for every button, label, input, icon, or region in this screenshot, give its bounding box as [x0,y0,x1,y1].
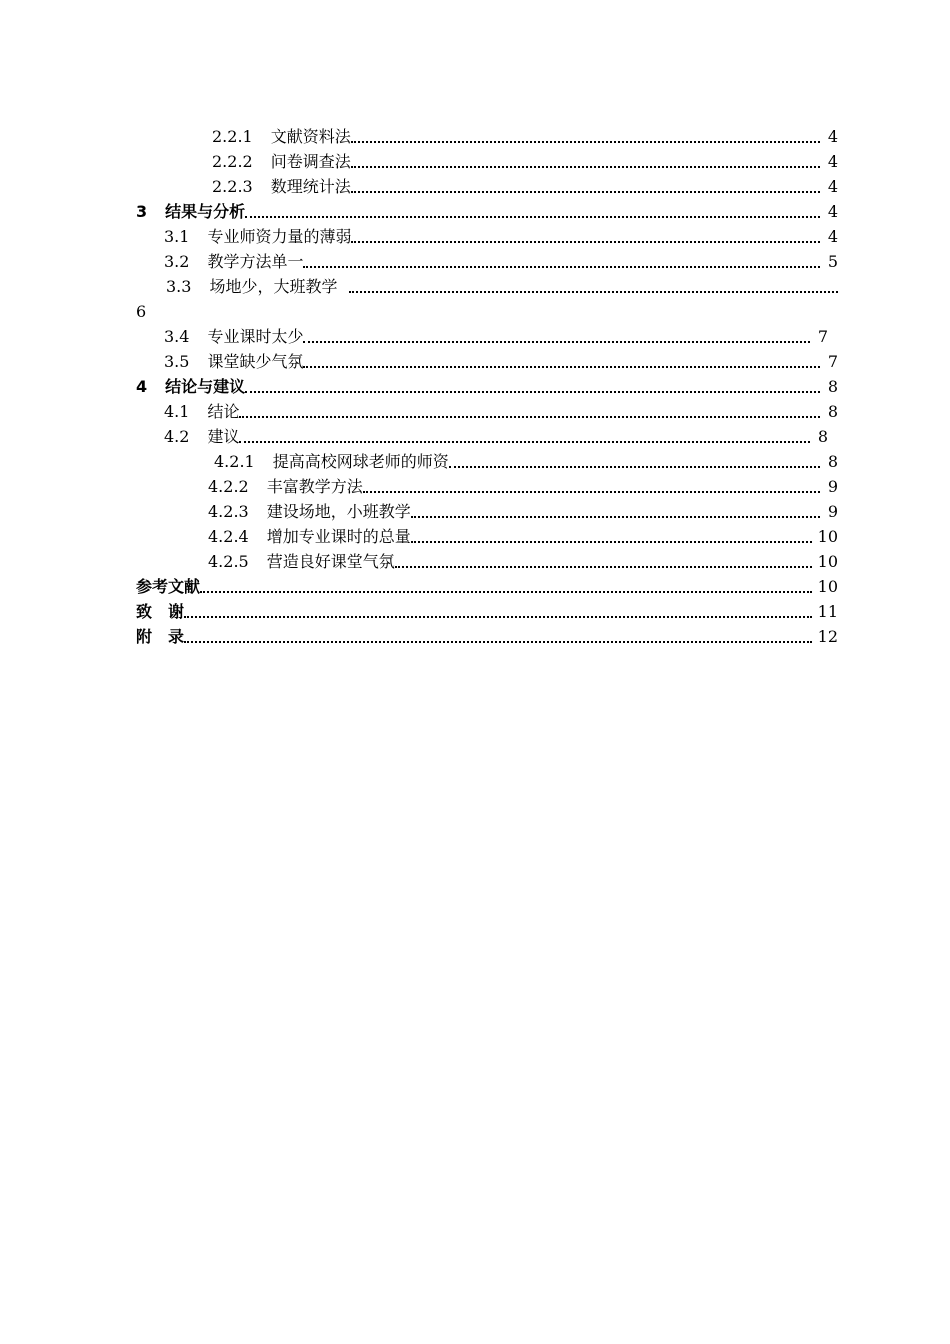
toc-entry-3-2[interactable] [164,249,838,274]
toc-title: 建设场地，小班教学 [266,502,411,521]
toc-leader-dots [184,624,812,649]
toc-title: 文献资料法 [270,127,351,146]
toc-leader-dots [239,424,810,449]
toc-page-number: 4 [827,202,838,221]
toc-title: 专业师资力量的薄弱 [207,227,352,246]
toc-leader-dots [303,349,820,374]
toc-page-number: 12 [817,627,838,646]
toc-page-number: 4 [827,152,838,171]
toc-title: 增加专业课时的总量 [266,527,411,546]
toc-page-number: 11 [817,602,838,621]
toc-leader-dots [184,599,812,624]
toc-entry-4[interactable] [136,374,838,399]
toc-entry-references[interactable] [136,574,838,599]
toc-number: 3.5 [164,352,190,371]
toc-number: 3.4 [164,327,190,346]
toc-leader-dots [245,199,820,224]
toc-number: 2.2.2 [212,152,253,171]
toc-number: 3 [136,202,148,221]
toc-leader-dots [351,124,820,149]
toc-entry-4-2[interactable] [164,424,828,449]
toc-number: 3.3 [166,277,192,296]
toc-leader-dots [411,499,820,524]
toc-leader-dots [349,274,838,299]
toc-title: 数理统计法 [270,177,351,196]
toc-title: 建议 [207,427,240,446]
toc-title: 结果与分析 [165,202,246,221]
toc-leader-dots [351,224,820,249]
toc-entry-4-1[interactable] [164,399,838,424]
toc-title: 致 谢 [136,602,185,621]
toc-leader-dots [303,249,820,274]
toc-leader-dots [395,549,812,574]
toc-page-number: 7 [827,352,838,371]
toc-title: 结论 [207,402,240,421]
toc-title: 营造良好课堂气氛 [266,552,395,571]
toc-page-number: 9 [827,502,838,521]
toc-page-number: 4 [827,227,838,246]
toc-page-number: 5 [827,252,838,271]
toc-entry-3-5[interactable] [164,349,838,374]
toc-page-number: 10 [817,527,838,546]
toc-leader-dots [449,449,820,474]
toc-number: 4.2.3 [208,502,249,521]
toc-leader-dots [411,524,812,549]
toc-entry-2-2-3[interactable] [212,174,838,199]
toc-number: 4.2.1 [214,452,255,471]
toc-leader-dots [363,474,820,499]
toc-title: 提高高校网球老师的师资 [272,452,449,471]
toc-number: 3.1 [164,227,190,246]
toc-leader-dots [351,149,820,174]
toc-leader-dots [351,174,820,199]
toc-number: 2.2.1 [212,127,253,146]
toc-number: 4.2.5 [208,552,249,571]
toc-entry-4-2-2[interactable] [208,474,838,499]
toc-title: 结论与建议 [165,377,246,396]
toc-page-number: 8 [827,377,838,396]
toc-page-number: 4 [827,177,838,196]
toc-title: 丰富教学方法 [266,477,363,496]
toc-entry-3-4[interactable] [164,324,828,349]
toc-leader-dots [239,399,820,424]
toc-title: 专业课时太少 [207,327,304,346]
toc-page-number: 7 [817,327,828,346]
toc-leader-dots [245,374,820,399]
toc-entry-3-1[interactable] [164,224,838,249]
toc-number: 4.2 [164,427,190,446]
toc-entry-acknowledgements[interactable] [136,599,838,624]
toc-entry-4-2-5[interactable] [208,549,838,574]
toc-page-number: 8 [827,402,838,421]
toc-number: 3.2 [164,252,190,271]
toc-number: 4 [136,377,148,396]
toc-leader-dots [303,324,810,349]
toc-number: 2.2.3 [212,177,253,196]
toc-title: 问卷调查法 [270,152,351,171]
toc-number: 4.1 [164,402,190,421]
toc-number: 4.2.4 [208,527,249,546]
toc-page-number: 8 [827,452,838,471]
toc-entry-2-2-1[interactable] [212,124,838,149]
toc-title: 参考文献 [136,577,201,596]
toc-title: 附 录 [136,627,185,646]
toc-entry-4-2-1[interactable] [214,449,838,474]
toc-entry-appendix[interactable] [136,624,838,649]
toc-entry-3[interactable] [136,199,838,224]
toc-leader-dots [200,574,812,599]
toc-title: 课堂缺少气氛 [207,352,304,371]
toc-entry-2-2-2[interactable] [212,149,838,174]
toc-page-number: 9 [827,477,838,496]
toc-page-number: 4 [827,127,838,146]
toc-title: 教学方法单一 [207,252,304,271]
toc-page-number: 10 [817,577,838,596]
toc-number: 4.2.2 [208,477,249,496]
toc-page-number-wrapped: 6 [136,302,147,321]
toc-entry-4-2-3[interactable] [208,499,838,524]
toc-page-number: 8 [817,427,828,446]
toc-page-number: 10 [817,552,838,571]
toc-entry-4-2-4[interactable] [208,524,838,549]
toc-entry-3-3[interactable] [166,274,838,299]
toc-title: 场地少，大班教学 [209,277,338,296]
